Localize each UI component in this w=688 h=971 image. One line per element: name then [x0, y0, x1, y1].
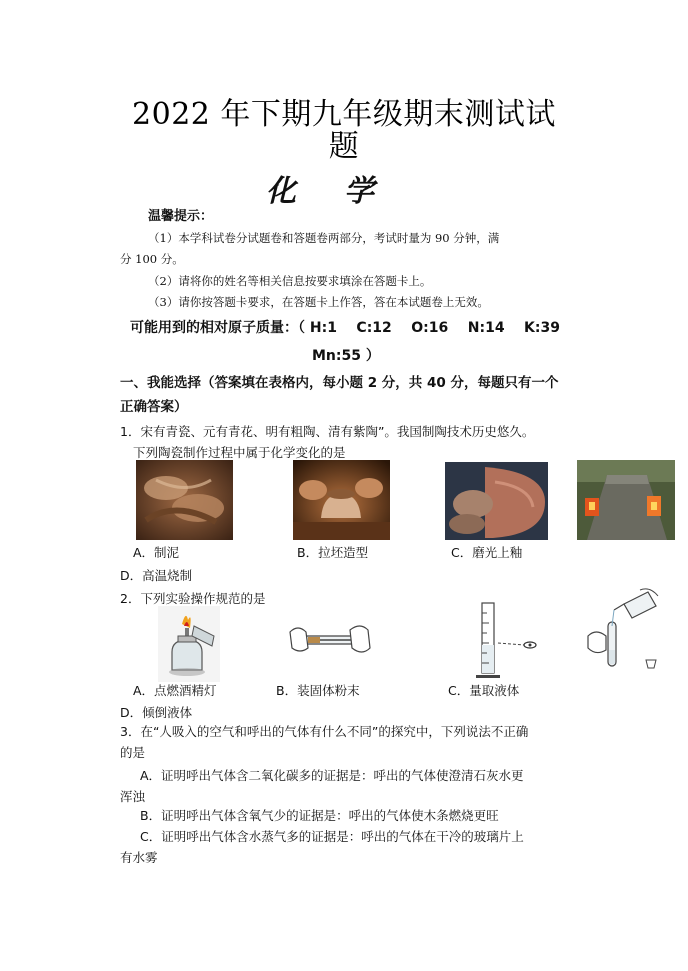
q2-stem: 2．下列实验操作规范的是 [120, 591, 266, 606]
clay-making-photo [136, 460, 233, 540]
q2-option-d: D．倾倒液体 [120, 705, 193, 720]
loading-powder-diagram [288, 618, 372, 664]
subject-title: 化学 [266, 174, 422, 209]
atomic-mass-line1: 可能用到的相对原子质量：（ H:1 C:12 O:16 N:14 K:39 [130, 320, 560, 336]
q1-stem-line2: 下列陶瓷制作过程中属于化学变化的是 [133, 445, 346, 460]
tip-item-3: （3）请你按答题卡要求，在答题卡上作答，答在本试题卷上无效。 [148, 295, 489, 309]
q1-stem-line1: 1．宋有青瓷、元有青花、明有粗陶、清有紫陶”。我国制陶技术历史悠久。 [120, 424, 535, 439]
shaping-photo [293, 460, 390, 540]
alcohol-lamp-lighting-diagram [158, 606, 220, 682]
tips-heading: 温馨提示： [148, 209, 214, 224]
section-1-heading-line1: 一、我能选择（答案填在表格内，每小题 2 分，共 40 分，每题只有一个 [120, 375, 559, 391]
measuring-liquid-diagram [476, 601, 546, 679]
polishing-glazing-photo [445, 462, 548, 540]
q3-option-a-line1: A．证明呼出气体含二氧化碳多的证据是：呼出的气体使澄清石灰水更 [140, 768, 524, 783]
q3-option-c-line2: 有水雾 [120, 850, 158, 865]
tip-item-1-line1: （1）本学科试卷分试题卷和答题卷两部分，考试时量为 90 分钟，满 [148, 231, 500, 245]
q2-option-c: C．量取液体 [448, 683, 520, 698]
q2-option-b: B．装固体粉末 [276, 683, 360, 698]
q3-option-b: B．证明呼出气体含氧气少的证据是：呼出的气体使木条燃烧更旺 [140, 808, 499, 823]
tip-item-1-line2: 分 100 分。 [120, 252, 184, 266]
q1-option-d: D．高温烧制 [120, 568, 193, 583]
q3-stem-line2: 的是 [120, 745, 146, 760]
atomic-mass-line2: Mn:55 ） [312, 348, 380, 364]
q3-option-c-line1: C．证明呼出气体含水蒸气多的证据是：呼出的气体在干冷的玻璃片上 [140, 829, 524, 844]
q1-option-b: B．拉坯造型 [297, 545, 369, 560]
tip-item-2: （2）请将你的姓名等相关信息按要求填涂在答题卡上。 [148, 274, 432, 288]
q1-option-c: C．磨光上釉 [451, 545, 523, 560]
firing-kiln-photo [577, 460, 675, 540]
page-title-line1: 2022 年下期九年级期末测试试 [132, 97, 556, 132]
q2-option-a: A．点燃酒精灯 [133, 683, 217, 698]
q3-option-a-line2: 浑浊 [120, 789, 146, 804]
q1-option-a: A．制泥 [133, 545, 180, 560]
q3-stem-line1: 3．在“人吸入的空气和呼出的气体有什么不同”的探究中，下列说法不正确 [120, 724, 529, 739]
section-1-heading-line2: 正确答案） [120, 399, 188, 415]
pouring-liquid-diagram [584, 588, 664, 676]
page-title-line2: 题 [328, 129, 360, 164]
